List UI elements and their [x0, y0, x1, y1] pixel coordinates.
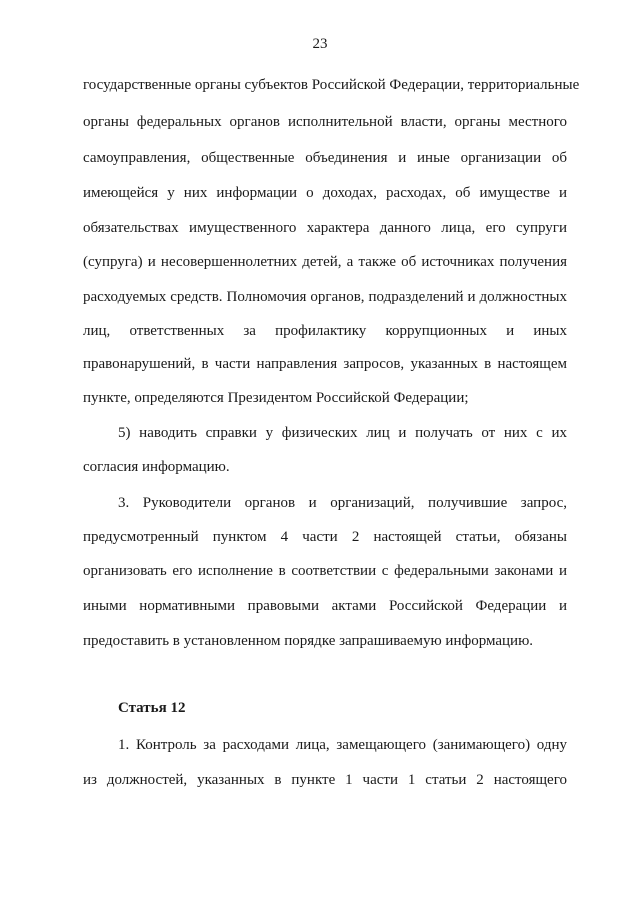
paragraph-1-line-3: самоуправления, общественные объединения и иные организации об: [83, 150, 567, 166]
paragraph-1-line-4: имеющейся у них информации о доходах, расходах, об имуществе и: [83, 185, 567, 201]
paragraph-3-line-1: 3. Руководители органов и организаций, получившие запрос,: [118, 495, 567, 511]
paragraph-3-line-2: предусмотренный пунктом 4 части 2 настоящей статьи, обязаны: [83, 529, 567, 545]
article-12-line-1: 1. Контроль за расходами лица, замещающего (занимающего) одну: [118, 737, 567, 753]
paragraph-3-line-5: предоставить в установленном порядке запрашиваемую информацию.: [83, 633, 534, 649]
paragraph-3-line-4: иными нормативными правовыми актами Российской Федерации и: [83, 598, 567, 614]
paragraph-1-line-1: государственные органы субъектов Российской Федерации, территориальные: [83, 77, 580, 93]
paragraph-1-line-10: пункте, определяются Президентом Российской Федерации;: [83, 390, 469, 406]
paragraph-1-line-6: (супруга) и несовершеннолетних детей, а также об источниках получения: [83, 254, 567, 270]
paragraph-3-line-3: организовать его исполнение в соответствии с федеральными законами и: [83, 563, 567, 579]
page-number: 23: [312, 36, 328, 52]
paragraph-1-line-2: органы федеральных органов исполнительной власти, органы местного: [83, 114, 567, 130]
paragraph-1-line-9: правонарушений, в части направления запросов, указанных в настоящем: [83, 356, 567, 372]
paragraph-1-line-7: расходуемых средств. Полномочия органов, подразделений и должностных: [83, 289, 567, 305]
paragraph-1-line-5: обязательствах имущественного характера данного лица, его супруги: [83, 220, 567, 236]
paragraph-2-line-2: согласия информацию.: [83, 459, 230, 475]
article-12-line-2: из должностей, указанных в пункте 1 части 1 статьи 2 настоящего: [83, 772, 567, 788]
paragraph-2-line-1: 5) наводить справки у физических лиц и получать от них с их: [118, 425, 567, 441]
article-heading: Статья 12: [118, 700, 186, 716]
paragraph-1-line-8: лиц, ответственных за профилактику коррупционных и иных: [83, 323, 567, 339]
